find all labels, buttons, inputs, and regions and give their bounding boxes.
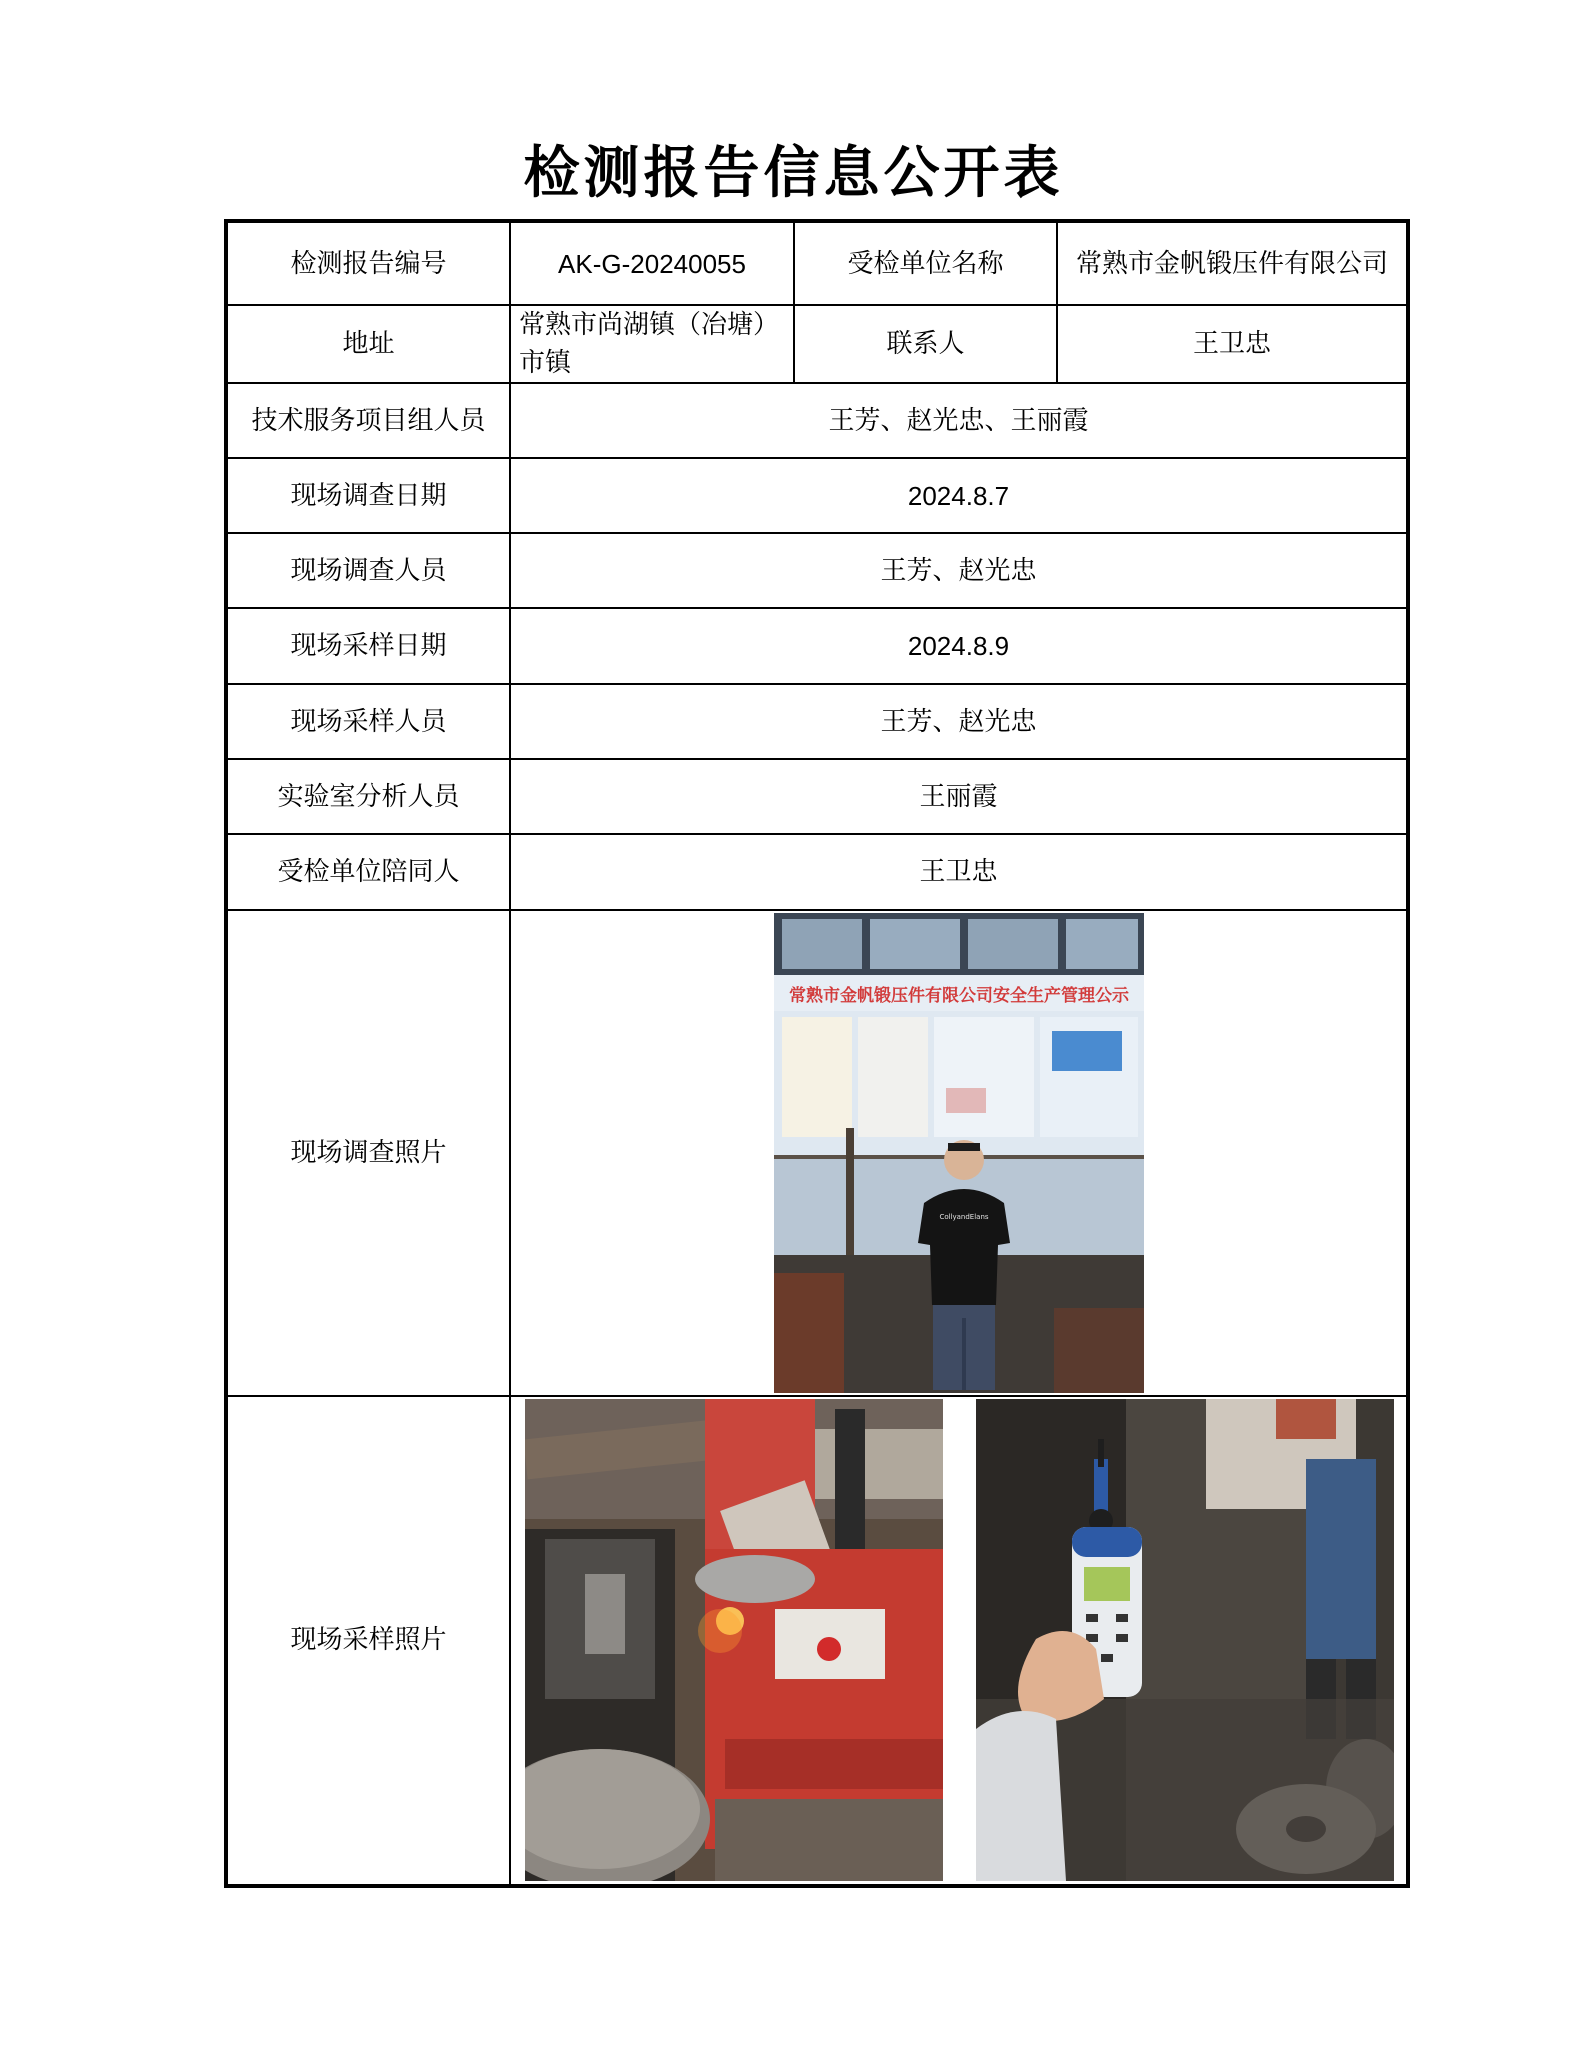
survey-date-value: 2024.8.7	[510, 458, 1408, 533]
sampling-photo-label: 现场采样照片	[226, 1396, 510, 1886]
table-row	[226, 533, 1408, 608]
table-row	[226, 684, 1408, 759]
report-table	[224, 219, 1410, 1888]
table-row	[226, 1396, 1408, 1886]
sampling-photo-cell	[510, 1396, 1408, 1886]
unit-name-label: 受检单位名称	[794, 221, 1057, 305]
cutting-machine-image	[525, 1399, 943, 1881]
table-row	[226, 608, 1408, 684]
survey-staff-label: 现场调查人员	[226, 533, 510, 608]
report-no-value: AK-G-20240055	[510, 221, 794, 305]
lab-staff-label: 实验室分析人员	[226, 759, 510, 834]
sampling-date-value: 2024.8.9	[510, 608, 1408, 684]
table-row	[226, 759, 1408, 834]
escort-label: 受检单位陪同人	[226, 834, 510, 910]
sampling-photo-pair	[511, 1397, 1406, 1884]
table-row	[226, 383, 1408, 458]
sampling-date-label: 现场采样日期	[226, 608, 510, 684]
sound-meter-image	[976, 1399, 1394, 1881]
sampling-photo-meter	[976, 1399, 1394, 1881]
survey-staff-value: 王芳、赵光忠	[510, 533, 1408, 608]
escort-value: 王卫忠	[510, 834, 1408, 910]
table-row	[226, 221, 1408, 305]
lab-staff-value: 王丽霞	[510, 759, 1408, 834]
unit-name-value: 常熟市金帆锻压件有限公司	[1057, 221, 1408, 305]
page-title: 检测报告信息公开表	[523, 140, 1064, 206]
table-row	[226, 305, 1408, 383]
survey-photo-cell	[510, 910, 1408, 1395]
table-row	[226, 458, 1408, 533]
table-row	[226, 834, 1408, 910]
address-value: 常熟市尚湖镇（冶塘）市镇	[510, 305, 794, 383]
sampling-photo-cutting	[525, 1399, 943, 1881]
survey-photo-image	[774, 913, 1144, 1393]
survey-photo-label: 现场调查照片	[226, 910, 510, 1395]
team-label: 技术服务项目组人员	[226, 383, 510, 458]
contact-label: 联系人	[794, 305, 1057, 383]
shirt-print: CollyandElans	[938, 1212, 989, 1221]
survey-date-label: 现场调查日期	[226, 458, 510, 533]
team-value: 王芳、赵光忠、王丽霞	[510, 383, 1408, 458]
board-title: 常熟市金帆锻压件有限公司安全生产管理公示	[788, 985, 1129, 1006]
report-no-label: 检测报告编号	[226, 221, 510, 305]
survey-photo	[774, 913, 1144, 1393]
contact-value: 王卫忠	[1057, 305, 1408, 383]
address-label: 地址	[226, 305, 510, 383]
sampling-staff-label: 现场采样人员	[226, 684, 510, 759]
table-row	[226, 910, 1408, 1395]
sampling-staff-value: 王芳、赵光忠	[510, 684, 1408, 759]
